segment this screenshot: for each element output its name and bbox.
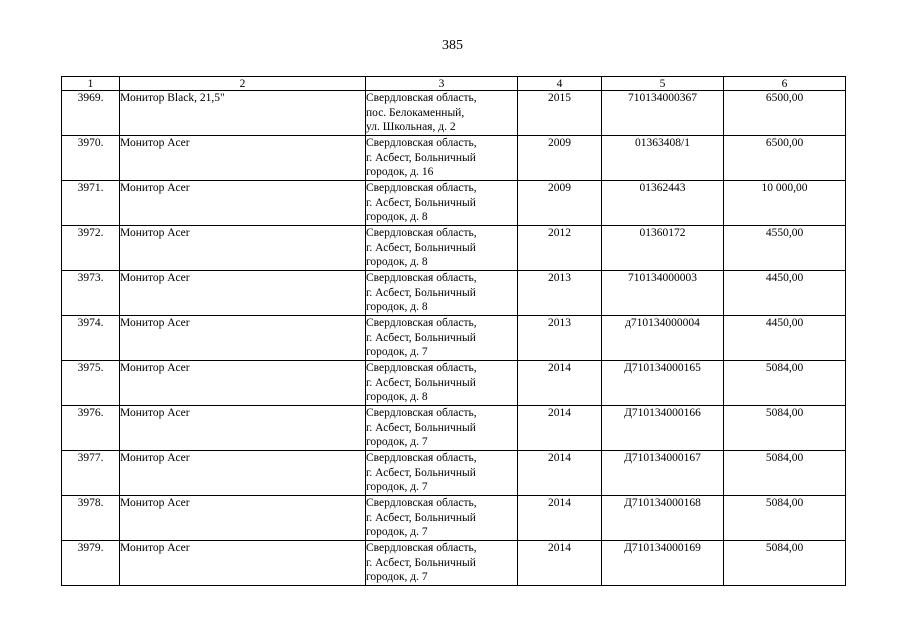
address-cell (366, 271, 518, 316)
column-header: 3 (366, 77, 518, 91)
inventory-number-cell: 01363408/1 (602, 136, 724, 181)
address-line: г. Асбест, Больничный (366, 241, 476, 254)
year-cell: 2014 (518, 496, 602, 541)
column-header: 1 (62, 77, 120, 91)
address-line: городок, д. 7 (366, 436, 428, 448)
year-cell: 2014 (518, 406, 602, 451)
address-line: Свердловская область, (366, 317, 477, 329)
address-line: Свердловская область, (366, 272, 477, 284)
address-line: Свердловская область, (366, 137, 477, 149)
column-header: 4 (518, 77, 602, 91)
page-number: 385 (442, 38, 463, 53)
item-name-cell: Монитор Acer (120, 136, 366, 181)
address-line: г. Асбест, Больничный (366, 151, 476, 164)
item-name-cell: Монитор Acer (120, 226, 366, 271)
address-line: Свердловская область, (366, 497, 477, 509)
address-line: Свердловская область, (366, 92, 477, 104)
column-header: 2 (120, 77, 366, 91)
cost-cell: 5084,00 (724, 496, 846, 541)
table-row (62, 496, 846, 541)
cost-cell: 5084,00 (724, 361, 846, 406)
table-row (62, 226, 846, 271)
year-cell: 2009 (518, 181, 602, 226)
year-cell: 2014 (518, 541, 602, 586)
address-line: Свердловская область, (366, 182, 477, 194)
cost-cell: 10 000,00 (724, 181, 846, 226)
item-name-cell: Монитор Acer (120, 316, 366, 361)
address-cell (366, 91, 518, 136)
address-line: пос. Белокаменный, (366, 106, 465, 119)
address-cell (366, 361, 518, 406)
row-number-cell: 3973. (62, 271, 120, 316)
cost-cell: 6500,00 (724, 136, 846, 181)
year-cell: 2013 (518, 316, 602, 361)
header-row (62, 77, 846, 91)
item-name-cell: Монитор Acer (120, 451, 366, 496)
table-row (62, 406, 846, 451)
inventory-number-cell: Д710134000167 (602, 451, 724, 496)
inventory-number-cell: Д710134000168 (602, 496, 724, 541)
row-number-cell: 3979. (62, 541, 120, 586)
address-line: городок, д. 8 (366, 391, 428, 403)
row-number-cell: 3978. (62, 496, 120, 541)
cost-cell: 4450,00 (724, 316, 846, 361)
address-line: городок, д. 7 (366, 481, 428, 493)
address-cell (366, 496, 518, 541)
table-row (62, 451, 846, 496)
address-line: Свердловская область, (366, 362, 477, 374)
row-number-cell: 3975. (62, 361, 120, 406)
cost-cell: 5084,00 (724, 541, 846, 586)
cost-cell: 4450,00 (724, 271, 846, 316)
address-line: городок, д. 16 (366, 166, 434, 178)
year-cell: 2014 (518, 451, 602, 496)
item-name-cell: Монитор Acer (120, 181, 366, 226)
address-line: ул. Школьная, д. 2 (366, 121, 456, 133)
address-line: Свердловская область, (366, 407, 477, 419)
address-line: Свердловская область, (366, 452, 477, 464)
address-cell (366, 451, 518, 496)
column-header: 5 (602, 77, 724, 91)
inventory-number-cell: 01360172 (602, 226, 724, 271)
row-number-cell: 3972. (62, 226, 120, 271)
column-header: 6 (724, 77, 846, 91)
inventory-number-cell: 01362443 (602, 181, 724, 226)
year-cell: 2009 (518, 136, 602, 181)
cost-cell: 5084,00 (724, 406, 846, 451)
cost-cell: 4550,00 (724, 226, 846, 271)
address-line: городок, д. 8 (366, 256, 428, 268)
row-number-cell: 3977. (62, 451, 120, 496)
row-number-cell: 3971. (62, 181, 120, 226)
table-row (62, 91, 846, 136)
address-line: г. Асбест, Больничный (366, 376, 476, 389)
address-cell (366, 136, 518, 181)
year-cell: 2013 (518, 271, 602, 316)
table-row (62, 271, 846, 316)
cost-cell: 5084,00 (724, 451, 846, 496)
row-number-cell: 3974. (62, 316, 120, 361)
address-line: городок, д. 7 (366, 571, 428, 583)
address-line: г. Асбест, Больничный (366, 421, 476, 434)
address-cell (366, 181, 518, 226)
address-line: г. Асбест, Больничный (366, 331, 476, 344)
year-cell: 2014 (518, 361, 602, 406)
row-number-cell: 3969. (62, 91, 120, 136)
address-line: городок, д. 7 (366, 346, 428, 358)
year-cell: 2015 (518, 91, 602, 136)
table-row (62, 181, 846, 226)
address-cell (366, 541, 518, 586)
item-name-cell: Монитор Black, 21,5" (120, 91, 366, 136)
inventory-number-cell: 710134000003 (602, 271, 724, 316)
inventory-number-cell: Д710134000169 (602, 541, 724, 586)
inventory-number-cell: 710134000367 (602, 91, 724, 136)
address-line: городок, д. 8 (366, 211, 428, 223)
address-line: г. Асбест, Больничный (366, 466, 476, 479)
address-line: г. Асбест, Больничный (366, 196, 476, 209)
address-line: г. Асбест, Больничный (366, 286, 476, 299)
registry-table (61, 76, 846, 586)
row-number-cell: 3976. (62, 406, 120, 451)
cost-cell: 6500,00 (724, 91, 846, 136)
item-name-cell: Монитор Acer (120, 541, 366, 586)
address-line: г. Асбест, Больничный (366, 556, 476, 569)
item-name-cell: Монитор Acer (120, 406, 366, 451)
row-number-cell: 3970. (62, 136, 120, 181)
address-line: городок, д. 7 (366, 526, 428, 538)
address-line: городок, д. 8 (366, 301, 428, 313)
table-row (62, 136, 846, 181)
inventory-number-cell: Д710134000166 (602, 406, 724, 451)
item-name-cell: Монитор Acer (120, 361, 366, 406)
item-name-cell: Монитор Acer (120, 271, 366, 316)
address-cell (366, 226, 518, 271)
inventory-number-cell: д710134000004 (602, 316, 724, 361)
year-cell: 2012 (518, 226, 602, 271)
table-row (62, 541, 846, 586)
table-row (62, 316, 846, 361)
address-line: г. Асбест, Больничный (366, 511, 476, 524)
inventory-number-cell: Д710134000165 (602, 361, 724, 406)
address-line: Свердловская область, (366, 227, 477, 239)
address-cell (366, 406, 518, 451)
item-name-cell: Монитор Acer (120, 496, 366, 541)
address-line: Свердловская область, (366, 542, 477, 554)
address-cell (366, 316, 518, 361)
table-row (62, 361, 846, 406)
